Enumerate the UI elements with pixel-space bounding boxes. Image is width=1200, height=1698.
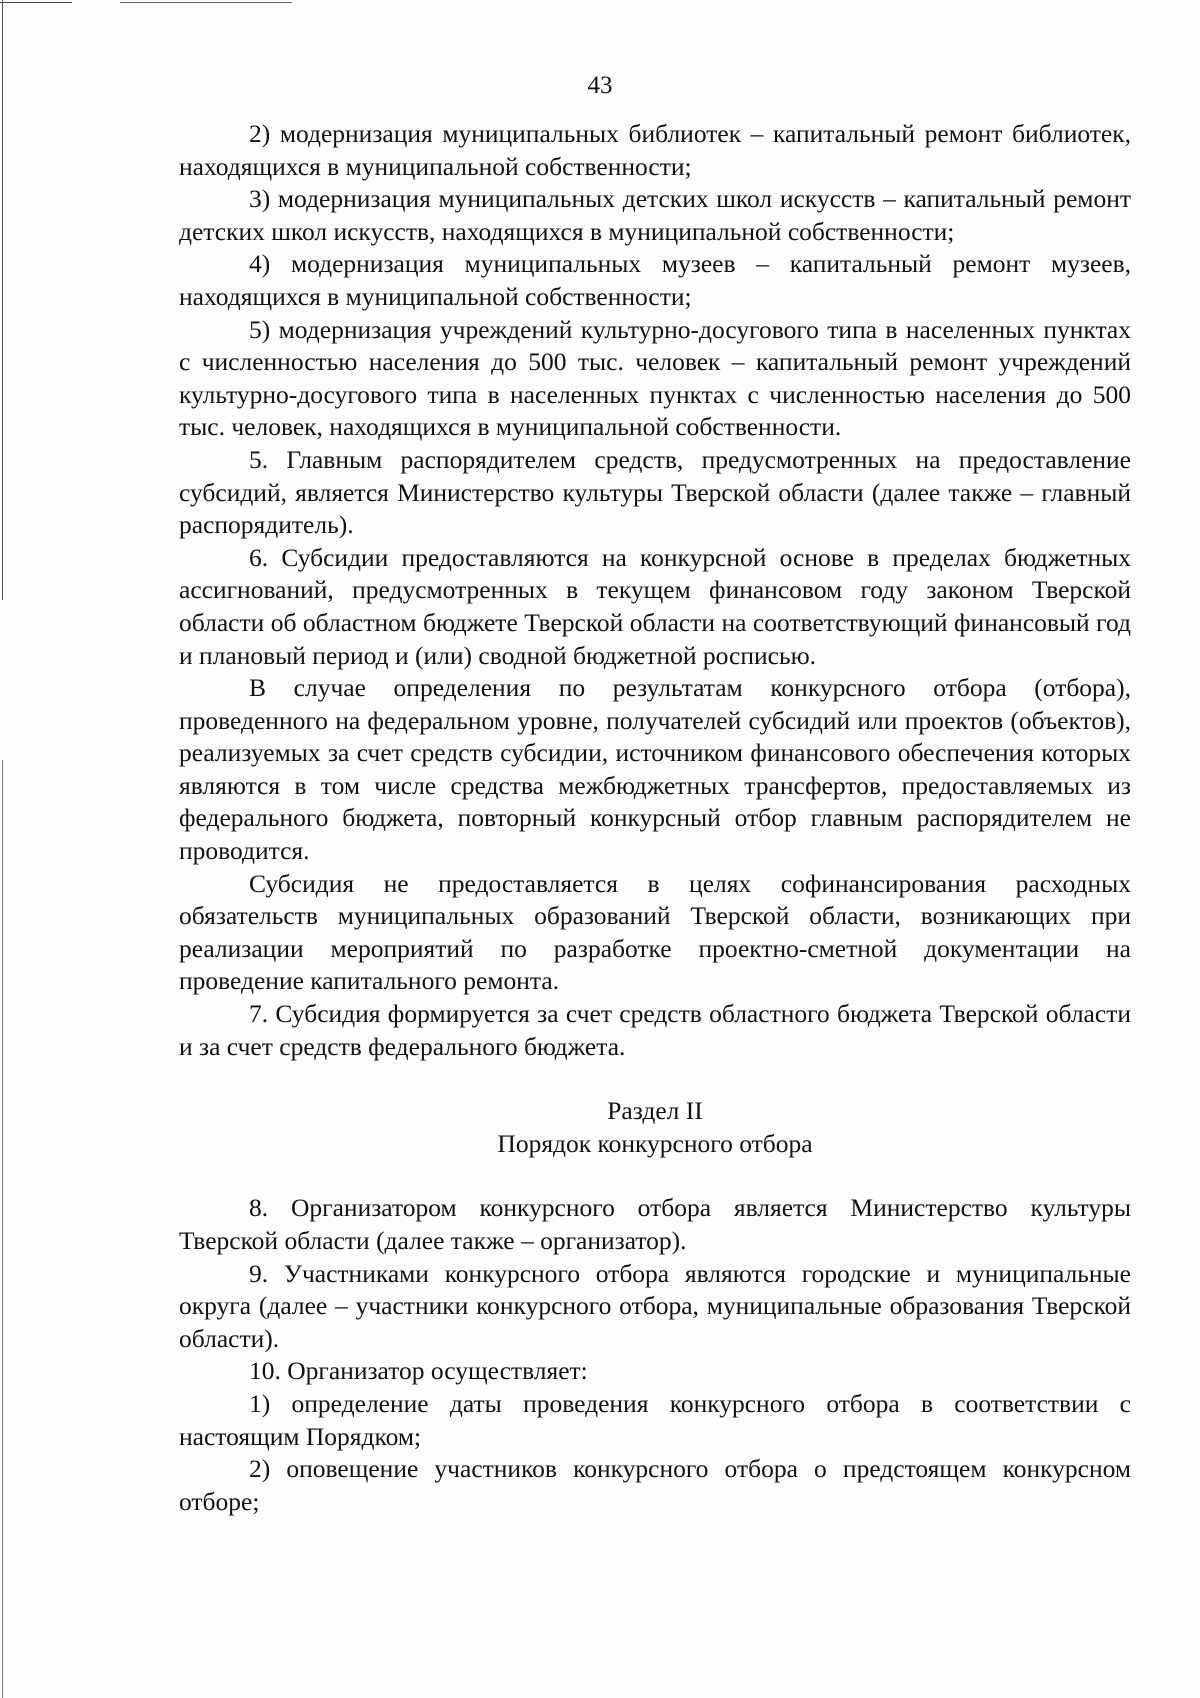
paragraph-clause-8: 8. Организатором конкурсного отбора является Министерство культуры Тверской области (далее также – организатор). (179, 1193, 1131, 1255)
section-number: Раздел II (607, 1096, 703, 1126)
paragraph-item-5-cultural-institutions: 5) модернизация учреждений культурно-досугового типа в населенных пунктах с численностью населения до 500 тыс. человек – капитальный ремонт учреждений культурно-досугового типа в населенных пунктах с численностью населения до 500 тыс. человек, находящихся в муниципальной собственности. (179, 314, 1131, 442)
paragraph-clause-10-item-1: 1) определение даты проведения конкурсного отбора в соответствии с настоящим Порядком; (179, 1388, 1131, 1451)
paragraph-clause-6: 6. Субсидии предоставляются на конкурсной основе в пределах бюджетных ассигнований, предусмотренных в текущем финансовом году законом Тверской области об областном бюджете Тверской области на соответствующий финансовый год и плановый период и (или) сводной бюджетной росписью. (179, 542, 1131, 670)
section-title: Порядок конкурсного отбора (497, 1128, 813, 1158)
paragraph-item-2-libraries: 2) модернизация муниципальных библиотек – капитальный ремонт библиотек, находящихся в муниципальной собственности; (179, 119, 1131, 181)
paragraph-federal-selection: В случае определения по результатам конкурсного отбора (отбора), проведенного на федеральном уровне, получателей субсидий или проектов (объектов), реализуемых за счет средств субсидии, источником финансового обеспечения которых являются в том числе средства межбюджетных трансфертов, предоставляемых из федерального бюджета, повторный конкурсный отбор главным распорядителем не проводится. (179, 673, 1131, 866)
scan-edge-left (2, 0, 3, 1698)
paragraph-item-4-museums: 4) модернизация муниципальных музеев – капитальный ремонт музеев, находящихся в муниципальной собственности; (179, 249, 1131, 311)
paragraph-clause-5: 5. Главным распорядителем средств, предусмотренных на предоставление субсидий, является Министерство культуры Тверской области (далее также – главный распорядитель). (179, 444, 1131, 540)
scan-edge-top (0, 2, 1200, 3)
paragraph-clause-7: 7. Субсидия формируется за счет средств областного бюджета Тверской области и за счет средств федерального бюджета. (179, 999, 1131, 1061)
paragraph-item-3-art-schools: 3) модернизация муниципальных детских школ искусств – капитальный ремонт детских школ искусств, находящихся в муниципальной собственности; (179, 184, 1131, 246)
document-body (179, 118, 1131, 1518)
paragraph-no-cofinancing: Субсидия не предоставляется в целях софинансирования расходных обязательств муниципальных образований Тверской области, возникающих при реализации мероприятий по разработке проектно-сметной документации на проведение капитального ремонта. (179, 868, 1131, 996)
paragraph-clause-10: 10. Организатор осуществляет: (249, 1356, 588, 1386)
paragraph-clause-9: 9. Участниками конкурсного отбора являются городские и муниципальные округа (далее – участники конкурсного отбора, муниципальные образования Тверской области). (179, 1258, 1131, 1353)
page-number: 43 (587, 72, 613, 99)
paragraph-clause-10-item-2: 2) оповещение участников конкурсного отбора о предстоящем конкурсном отборе; (179, 1454, 1131, 1516)
